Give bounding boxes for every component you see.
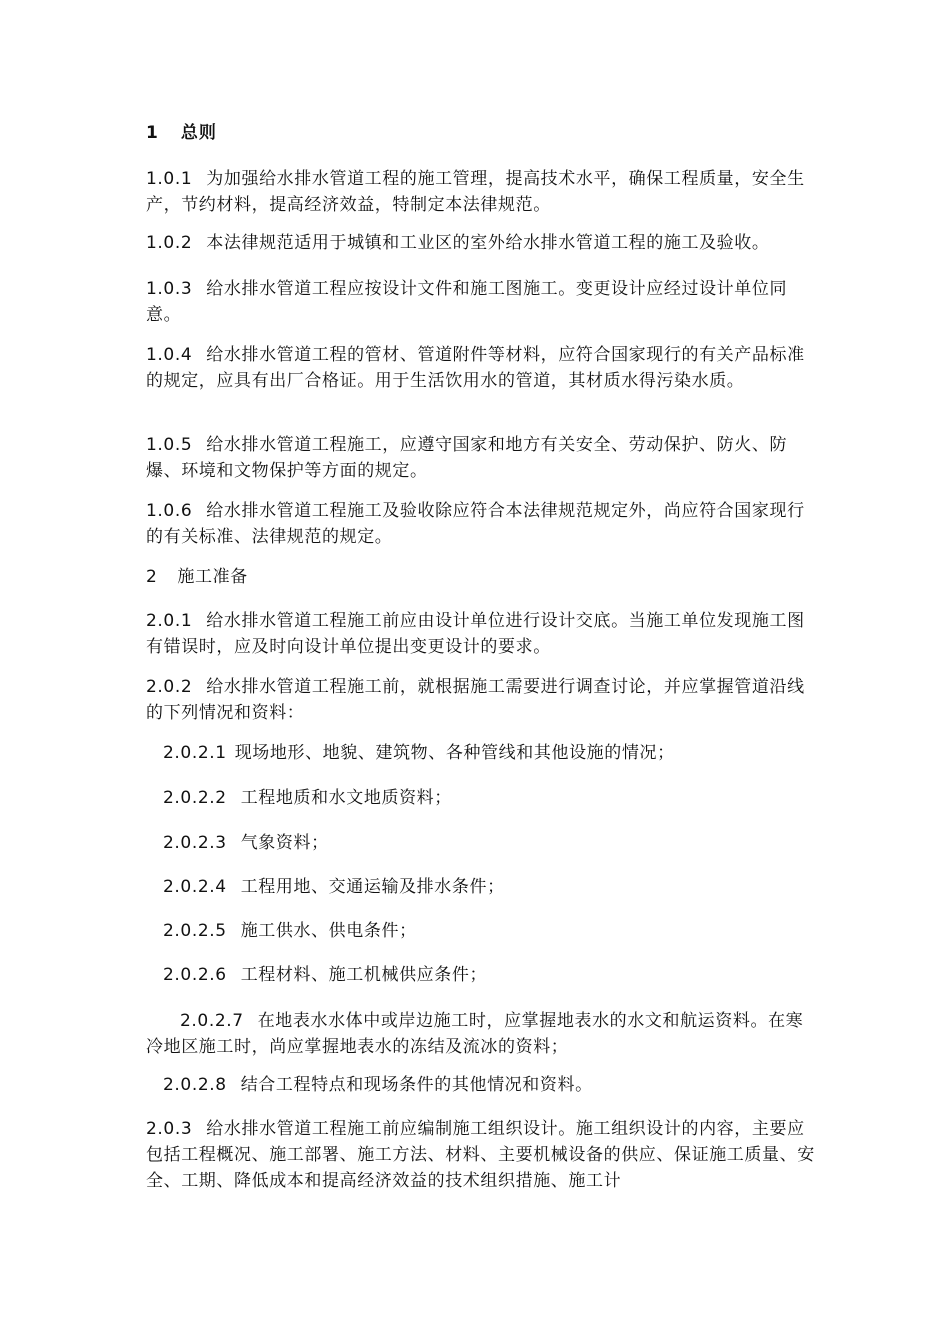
clause-number: 1.0.2: [146, 233, 193, 253]
clause-2-0-2: [146, 674, 816, 726]
chapter-title: 施工准备: [177, 567, 248, 587]
subclause-2-0-2-3: [163, 830, 813, 856]
clause-number: 2.0.3: [146, 1119, 193, 1139]
subclause-2-0-2-2: [163, 785, 813, 811]
clause-number: 1.0.5: [146, 435, 193, 455]
clause-number: 1.0.1: [146, 169, 193, 189]
subclause-number: 2.0.2.5: [163, 921, 227, 941]
clause-1-0-2: [146, 230, 816, 256]
subclause-number: 2.0.2.7: [180, 1011, 244, 1031]
subclause-number: 2.0.2.4: [163, 877, 227, 897]
clause-1-0-6: [146, 498, 816, 550]
subclause-text: 在地表水水体中或岸边施工时，应掌握地表水的水文和航运资料。在寒冷地区施工时，尚应掌握地表水的冻结及流冰的资料；: [146, 1011, 804, 1057]
chapter-number: 1: [146, 123, 159, 143]
clause-text: 给水排水管道工程施工及验收除应符合本法律规范规定外，尚应符合国家现行的有关标准、法律规范的规定。: [146, 501, 805, 547]
clause-1-0-3: [146, 276, 816, 328]
subclause-2-0-2-4: [163, 874, 813, 900]
clause-number: 1.0.4: [146, 345, 193, 365]
clause-text: 本法律规范适用于城镇和工业区的室外给水排水管道工程的施工及验收。: [206, 233, 770, 253]
clause-text: 给水排水管道工程应按设计文件和施工图施工。变更设计应经过设计单位同意。: [146, 279, 788, 325]
clause-text: 给水排水管道工程的管材、管道附件等材料，应符合国家现行的有关产品标准的规定，应具有出厂合格证。用于生活饮用水的管道，其材质水得污染水质。: [146, 345, 805, 391]
clause-text: 给水排水管道工程施工前，就根据施工需要进行调查讨论，并应掌握管道沿线的下列情况和资料：: [146, 677, 805, 723]
subclause-number: 2.0.2.1: [163, 743, 227, 763]
clause-2-0-3: [146, 1116, 816, 1194]
subclause-number: 2.0.2.2: [163, 788, 227, 808]
subclause-text: 施工供水、供电条件；: [240, 921, 417, 941]
clause-text: 给水排水管道工程施工前应由设计单位进行设计交底。当施工单位发现施工图有错误时，应及时向设计单位提出变更设计的要求。: [146, 611, 805, 657]
subclause-text: 结合工程特点和现场条件的其他情况和资料。: [240, 1075, 593, 1095]
chapter-number: 2: [146, 567, 158, 587]
clause-number: 1.0.6: [146, 501, 193, 521]
subclause-text: 工程地质和水文地质资料；: [240, 788, 452, 808]
subclause-number: 2.0.2.8: [163, 1075, 227, 1095]
chapter-2-heading: [146, 564, 816, 590]
clause-number: 2.0.1: [146, 611, 193, 631]
chapter-title: 总则: [180, 123, 217, 143]
subclause-text: 工程材料、施工机械供应条件；: [240, 965, 488, 985]
subclause-2-0-2-1: [163, 740, 813, 766]
clause-text: 为加强给水排水管道工程的施工管理，提高技术水平，确保工程质量，安全生产，节约材料，提高经济效益，特制定本法律规范。: [146, 169, 805, 215]
clause-1-0-4: [146, 342, 816, 394]
subclause-number: 2.0.2.3: [163, 833, 227, 853]
subclause-2-0-2-5: [163, 918, 813, 944]
subclause-text: 气象资料；: [240, 833, 329, 853]
subclause-text: 现场地形、地貌、建筑物、各种管线和其他设施的情况；: [234, 743, 675, 763]
subclause-2-0-2-7: [146, 1008, 816, 1060]
clause-2-0-1: [146, 608, 816, 660]
clause-1-0-1: [146, 166, 816, 218]
subclause-2-0-2-6: [163, 962, 813, 988]
subclause-text: 工程用地、交通运输及排水条件；: [240, 877, 505, 897]
clause-number: 2.0.2: [146, 677, 193, 697]
subclause-number: 2.0.2.6: [163, 965, 227, 985]
clause-text: 给水排水管道工程施工，应遵守国家和地方有关安全、劳动保护、防火、防爆、环境和文物保护等方面的规定。: [146, 435, 788, 481]
subclause-2-0-2-8: [163, 1072, 813, 1098]
clause-1-0-5: [146, 432, 816, 484]
clause-text: 给水排水管道工程施工前应编制施工组织设计。施工组织设计的内容，主要应包括工程概况、施工部署、施工方法、材料、主要机械设备的供应、保证施工质量、安全、工期、降低成本和提高经济效益的技术组织措施、施工计: [146, 1119, 815, 1191]
clause-number: 1.0.3: [146, 279, 193, 299]
chapter-1-heading: [146, 120, 816, 146]
